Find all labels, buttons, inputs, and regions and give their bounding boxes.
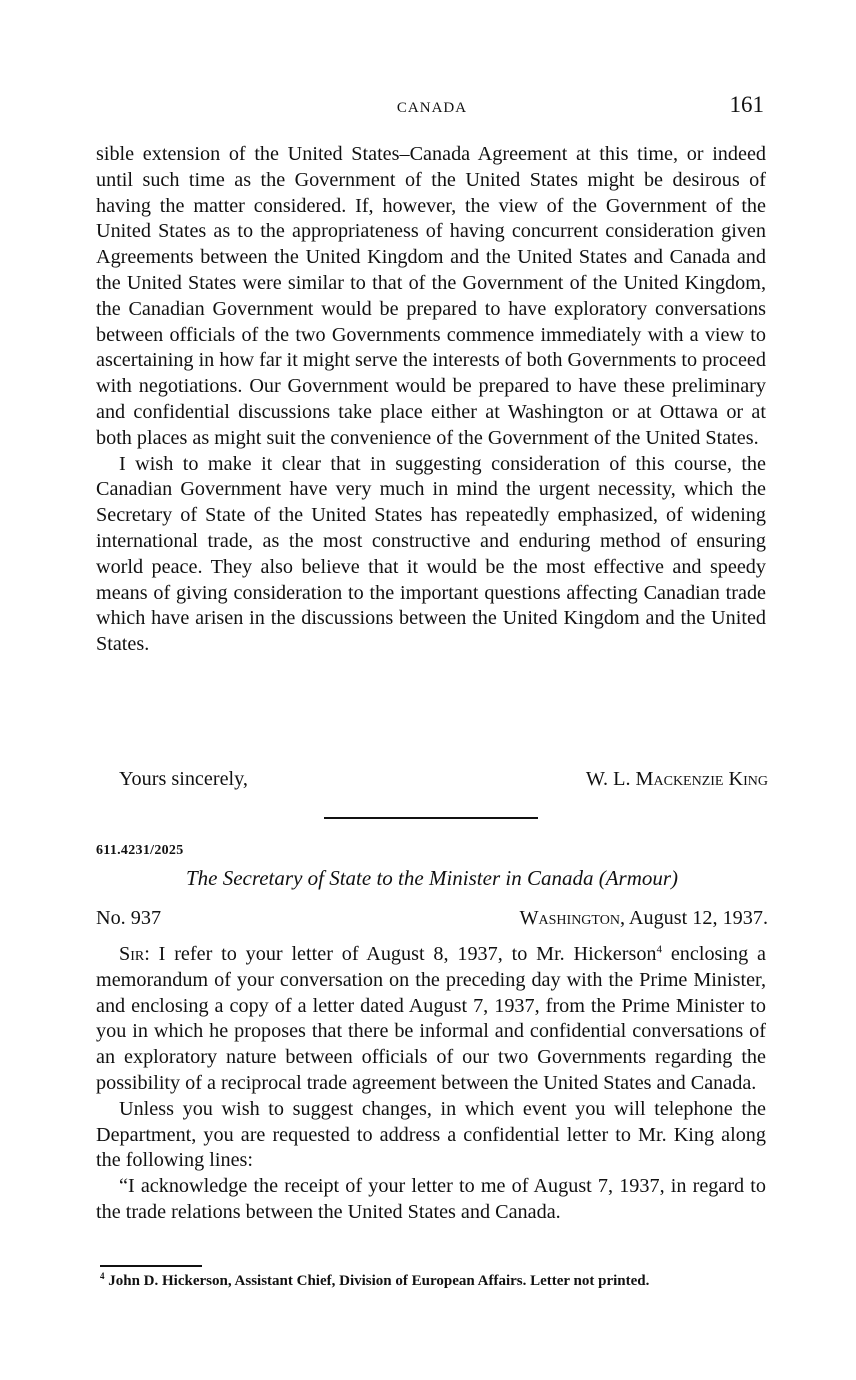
running-head — [96, 92, 768, 124]
paragraph-text: : I refer to your letter of August 8, 1937, to Mr. Hickerson — [144, 943, 657, 965]
body-paragraph: I wish to make it clear that in suggesting consideration of this course, the Canadian Government have very much in mind the urgent necessity, which the Secretary of State of the United States has repeatedly emphasized, of widening international trade, as the most constructive and enduring method of ensuring world peace. They also believe that it would be the most effective and speedy means of giving consideration to the important questions affecting Canadian trade which have arisen in the discussions between the United Kingdom and the United States. — [96, 452, 766, 656]
place: Washington — [519, 907, 620, 929]
footnote-mark: 4 — [100, 1271, 105, 1281]
page-number: 161 — [729, 92, 764, 117]
salutation: Sir — [119, 943, 145, 965]
body-paragraph — [96, 942, 766, 1097]
paragraph-text: enclosing a memorandum of your conversation on the preceding day with the Prime Minister, and enclosing a copy of a letter dated August 7, 1937, from the Prime Minister to you in which he proposes that there be informal and confidential conversations of an exploratory nature between officials of our two Governments regarding the possibility of a reciprocal trade agreement between the United States and Canada. — [96, 943, 766, 1094]
complimentary-close: Yours sincerely, — [119, 768, 248, 790]
body-paragraph: sible extension of the United States–Canada Agreement at this time, or indeed until such time as the Government of the United States might be desirous of having the matter considered. If, however, the view of the Government of the United States as to the appropriateness of having concurrent consideration given Agreements between the United Kingdom and the United States and Canada and the United States were similar to that of the Government of the United Kingdom, the Canadian Government would be prepared to have exploratory conversations between officials of the two Governments commence immediately with a view to ascertaining in how far it might serve the interests of both Governments to proceed with negotiations. Our Government would be prepared to have these preliminary and confidential discussions take place either at Washington or at Ottawa or at both places as might suit the convenience of the Government of the United States. — [96, 143, 766, 449]
body-paragraph: “I acknowledge the receipt of your letter to me of August 7, 1937, in regard to the trade relations between the United States and Canada. — [96, 1175, 766, 1223]
document-number: No. 937 — [96, 907, 162, 929]
section-divider — [324, 817, 538, 819]
document-title: The Secretary of State to the Minister in Canada (Armour) — [185, 866, 679, 890]
date: , August 12, 1937. — [619, 907, 768, 929]
file-reference: 611.4231/2025 — [96, 843, 184, 858]
continued-letter-body — [96, 142, 766, 658]
footnote — [96, 1272, 766, 1290]
place-date — [519, 906, 768, 932]
signature: W. L. Mackenzie King — [585, 768, 768, 790]
footnote-divider — [100, 1265, 202, 1267]
footnote-reference[interactable]: 4 — [656, 943, 663, 956]
body-paragraph: Unless you wish to suggest changes, in which event you will telephone the Department, you are requested to address a confidential letter to Mr. King along the following lines: — [96, 1097, 766, 1172]
footnote-text: John D. Hickerson, Assistant Chief, Division of European Affairs. Letter not printed. — [108, 1273, 650, 1289]
instruction-body — [96, 942, 766, 1226]
running-title: CANADA — [396, 100, 468, 116]
